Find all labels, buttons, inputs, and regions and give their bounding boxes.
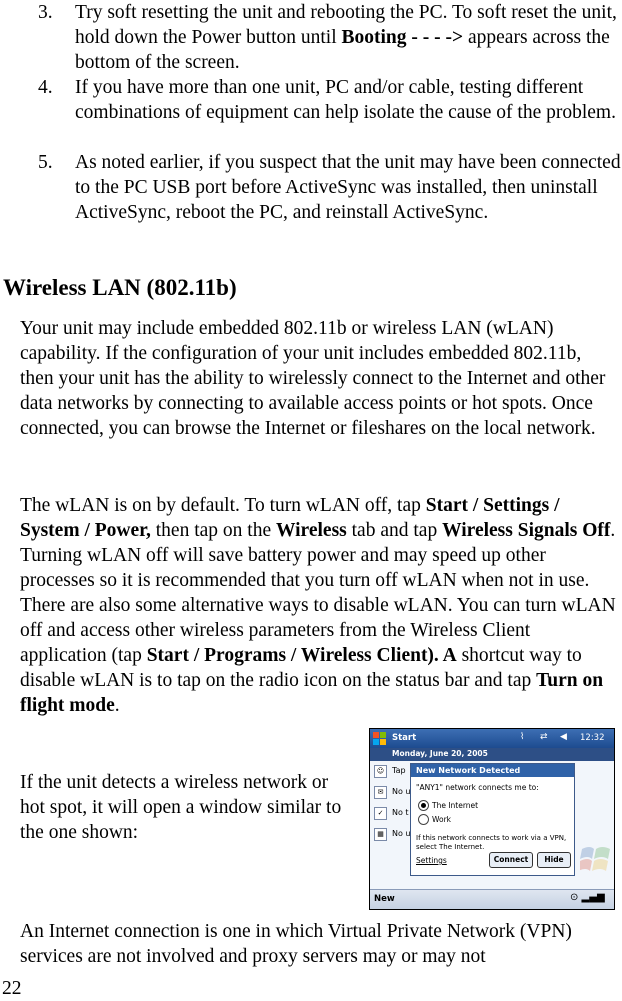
internet-option-label[interactable]: The Internet [432,801,479,810]
sync-icon[interactable]: ⇄ [540,732,548,742]
list-number: 4. [38,77,53,98]
internet-radio[interactable] [418,800,429,811]
list-item-text: If you have more than one unit, PC and/or cable, testing different combinations of equipment can help isolate the cause of the problem. [75,77,616,123]
clock[interactable]: 12:32 [580,733,605,743]
work-radio[interactable] [418,814,429,825]
work-option-label[interactable]: Work [432,815,451,824]
tasks-icon: ✓ [374,807,387,820]
list-item-text: Try soft resetting the unit and rebooting the PC. To soft reset the unit, hold down the Power button until Booting - - - -> appears across the bottom of the screen. [75,2,617,73]
list-item-text: As noted earlier, if you suspect that the unit may have been connected to the PC USB port before ActiveSync was installed, then uninstall ActiveSync, reboot the PC, and reinstall ActiveSync. [75,152,621,223]
dialog-title: New Network Detected [411,764,574,777]
new-network-dialog [410,763,575,876]
paragraph-detect: If the unit detects a wireless network or hot spot, it will open a window similar to the one shown: [20,772,342,843]
title-bar [370,729,614,748]
dialog-message: "ANY1" network connects me to: [416,783,539,792]
list-number: 3. [38,2,53,23]
list-item [0,150,622,225]
new-menu[interactable]: New [374,894,395,904]
today-date-bar [370,748,614,761]
speaker-icon[interactable]: ◀ [560,732,567,742]
antenna-icon[interactable]: ⌇ [520,732,525,742]
vpn-note: If this network connects to work via a VPN, select The Internet. [416,834,567,851]
menu-bar [370,889,614,910]
today-item[interactable]: ✉ No u [370,783,430,803]
list-item [0,0,622,75]
calendar-icon: ▦ [374,828,387,841]
paragraph-wlan-off: The wLAN is on by default. To turn wLAN off, tap Start / Settings / System / Power, then tap on the Wireless tab and tap Wireless Signals Off. Turning wLAN off will save battery power and may speed up other processes so it is recommended that you turn off wLAN when not in use. There are also some alternative ways to disable wLAN. You can turn wLAN off and access other wireless parameters from the Wireless Client application (tap Start / Programs / Wireless Client). A shortcut way to disable wLAN is to tap on the radio icon on the status bar and tap Turn on flight mode. [20,495,616,716]
paragraph-internet: An Internet connection is one in which Virtual Private Network (VPN) services are not involved and proxy servers may or may not [20,921,572,967]
today-item[interactable]: ▦ No u [370,825,430,845]
list-item [0,75,622,125]
section-heading: Wireless LAN (802.11b) [3,275,237,300]
hide-button[interactable]: Hide [537,852,571,868]
owner-icon: ☺ [374,765,387,778]
device-screenshot [369,728,615,910]
connect-button[interactable]: Connect [489,852,533,868]
today-item[interactable]: ✓ No t [370,804,430,824]
start-label[interactable]: Start [392,733,417,743]
signal-icon[interactable]: ⊙ ▂▄▆ [570,892,605,903]
windows-flag-icon [373,732,386,745]
paragraph-intro: Your unit may include embedded 802.11b or wireless LAN (wLAN) capability. If the configuration of your unit includes embedded 802.11b, then your unit has the ability to wirelessly connect to the Internet and other data networks by connecting to available access points or hot spots. Once connected, you can browse the Internet or fileshares on the local network. [20,318,606,439]
messages-icon: ✉ [374,786,387,799]
list-number: 5. [38,152,53,173]
windows-logo-icon [580,839,610,879]
today-date: Monday, June 20, 2005 [392,749,488,758]
page-number: 22 [2,978,22,999]
settings-link[interactable]: Settings [416,856,447,865]
today-item[interactable]: ☺ Tap [370,762,430,782]
